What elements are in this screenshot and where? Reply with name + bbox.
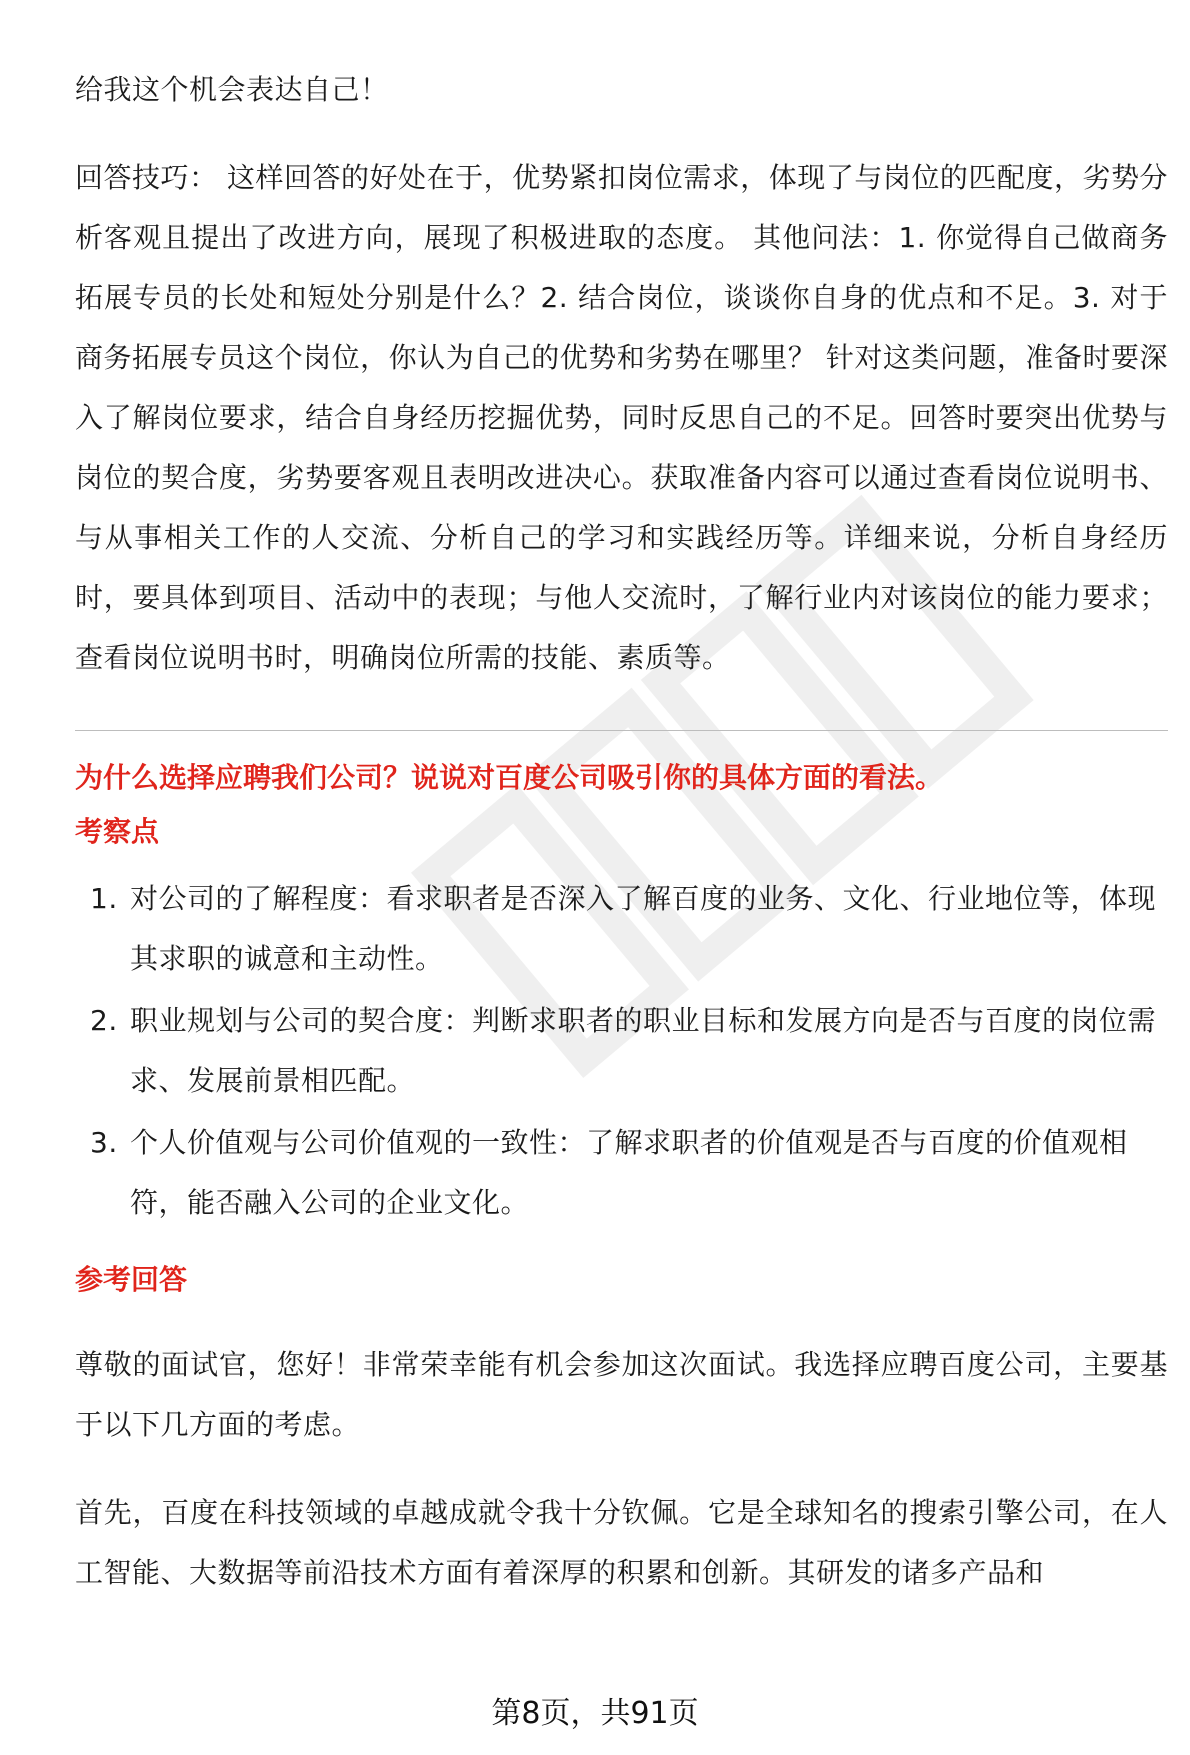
page-number-footer: 第8页，共91页: [491, 1696, 699, 1731]
list-item: [75, 1113, 1168, 1233]
list-item: [75, 869, 1168, 989]
section-divider: [75, 730, 1168, 731]
assessment-points-list: [75, 869, 1168, 1233]
answer-paragraph-2: 首先，百度在科技领域的卓越成就令我十分钦佩。它是全球知名的搜索引擎公司，在人工智能、大数据等前沿技术方面有着深厚的积累和创新。其研发的诸多产品和: [75, 1496, 1168, 1589]
list-number: 3.: [90, 1126, 118, 1159]
list-item: [75, 991, 1168, 1111]
list-number: 2.: [90, 1004, 118, 1037]
answer-heading: 参考回答: [75, 1263, 188, 1296]
answer-tips-paragraph: 回答技巧： 这样回答的好处在于，优势紧扣岗位需求，体现了与岗位的匹配度，劣势分析客观且提出了改进方向，展现了积极进取的态度。 其他问法：1. 你觉得自己做商务拓展专员的长处和短处分别是什么？2. 结合岗位，谈谈你自身的优点和不足。3. 对于商务拓展专员这个岗位，你认为自己的优势和劣势在哪里？ 针对这类问题，准备时要深入了解岗位要求，结合自身经历挖掘优势，同时反思自己的不足。回答时要突出优势与岗位的契合度，劣势要客观且表明改进决心。获取准备内容可以通过查看岗位说明书、与从事相关工作的人交流、分析自己的学习和实践经历等。详细来说，分析自身经历时，要具体到项目、活动中的表现；与他人交流时，了解行业内对该岗位的能力要求；查看岗位说明书时，明确岗位所需的技能、素质等。: [75, 161, 1168, 674]
question-title: 为什么选择应聘我们公司？说说对百度公司吸引你的具体方面的看法。: [75, 761, 944, 794]
intro-line: 给我这个机会表达自己！: [75, 73, 389, 106]
list-number: 1.: [90, 882, 118, 915]
list-item-text: 对公司的了解程度：看求职者是否深入了解百度的业务、文化、行业地位等，体现其求职的诚意和主动性。: [130, 882, 1157, 975]
list-item-text: 职业规划与公司的契合度：判断求职者的职业目标和发展方向是否与百度的岗位需求、发展前景相匹配。: [130, 1004, 1157, 1097]
points-heading: 考察点: [75, 815, 160, 848]
document-page: [75, 60, 1168, 1603]
list-item-text: 个人价值观与公司价值观的一致性：了解求职者的价值观是否与百度的价值观相符，能否融入公司的企业文化。: [130, 1126, 1128, 1219]
answer-paragraph-1: 尊敬的面试官，您好！非常荣幸能有机会参加这次面试。我选择应聘百度公司，主要基于以下几方面的考虑。: [75, 1348, 1168, 1441]
